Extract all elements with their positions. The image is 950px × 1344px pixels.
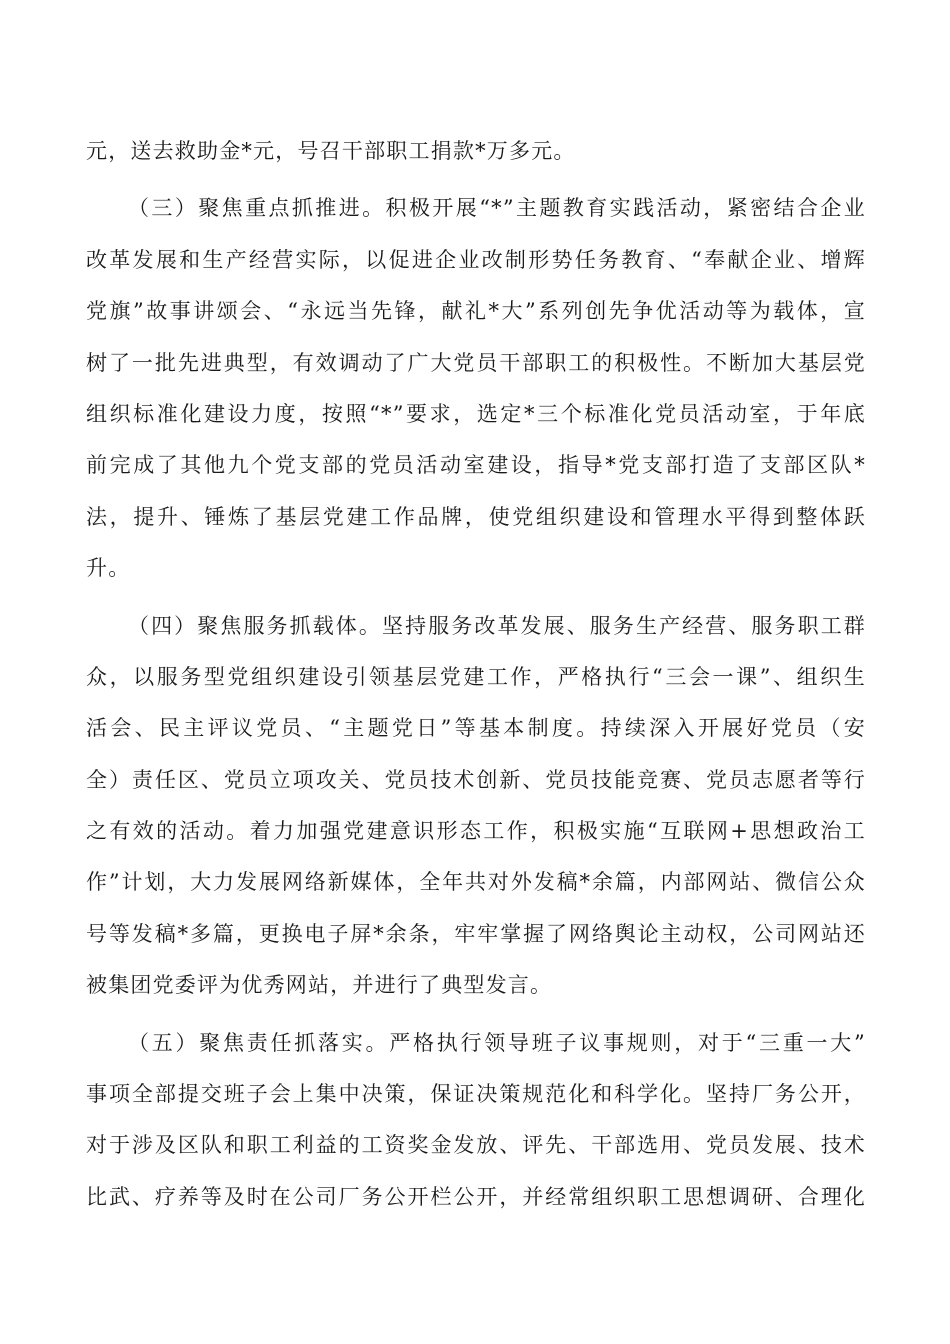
text-line: 元，送去救助金*元，号召干部职工捐款*万多元。: [86, 139, 576, 163]
paragraph-section-five: [86, 1018, 866, 1224]
text-line: 之有效的活动。着力加强党建意识形态工作，积极实施“互联网+思想政治工: [86, 819, 866, 844]
text-line: 前完成了其他九个党支部的党员活动室建设，指导*党支部打造了支部区队*: [86, 453, 866, 478]
paragraph-section-four: [86, 601, 866, 1012]
text-line: 比武、疗养等及时在公司厂务公开栏公开，并经常组织职工思想调研、合理化: [86, 1184, 866, 1209]
text-line: （四）聚焦服务抓载体。坚持服务改革发展、服务生产经营、服务职工群: [128, 613, 866, 638]
text-line: 升。: [86, 556, 131, 581]
text-line: 组织标准化建设力度，按照“*”要求，选定*三个标准化党员活动室，于年底: [86, 401, 866, 426]
text-line: （三）聚焦重点抓推进。积极开展“*”主题教育实践活动，紧密结合企业: [128, 196, 866, 221]
text-line: 众，以服务型党组织建设引领基层党建工作，严格执行“三会一课”、组织生: [86, 664, 866, 689]
text-line: 法，提升、锤炼了基层党建工作品牌，使党组织建设和管理水平得到整体跃: [86, 504, 866, 529]
text-line: 被集团党委评为优秀网站，并进行了典型发言。: [86, 973, 553, 998]
text-line: 号等发稿*多篇，更换电子屏*余条，牢牢掌握了网络舆论主动权，公司网站还: [86, 921, 866, 946]
text-line: 活会、民主评议党员、“主题党日”等基本制度。持续深入开展好党员（安: [86, 716, 866, 741]
text-line: 全）责任区、党员立项攻关、党员技术创新、党员技能竞赛、党员志愿者等行: [86, 767, 866, 792]
text-line: 改革发展和生产经营实际，以促进企业改制形势任务教育、“奉献企业、增辉: [86, 247, 866, 272]
text-line: （五）聚焦责任抓落实。严格执行领导班子议事规则，对于“三重一大”: [128, 1030, 866, 1055]
paragraph-relief-funds: [86, 126, 866, 177]
text-line: 事项全部提交班子会上集中决策，保证决策规范化和科学化。坚持厂务公开，: [86, 1082, 866, 1107]
text-line: 树了一批先进典型，有效调动了广大党员干部职工的积极性。不断加大基层党: [86, 350, 866, 375]
text-line: 对于涉及区队和职工利益的工资奖金发放、评先、干部选用、党员发展、技术: [86, 1133, 866, 1158]
text-line: 作”计划，大力发展网络新媒体，全年共对外发稿*余篇，内部网站、微信公众: [86, 870, 866, 895]
document-body: [86, 126, 866, 1229]
text-line: 党旗”故事讲颂会、“永远当先锋，献礼*大”系列创先争优活动等为载体，宣: [86, 299, 866, 324]
paragraph-section-three: [86, 183, 866, 594]
